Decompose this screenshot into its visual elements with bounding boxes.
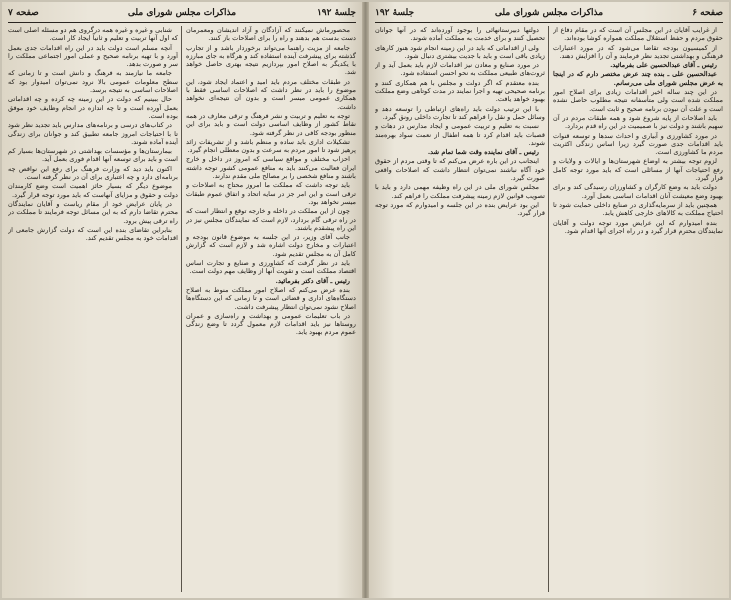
paragraph: بنده عرض می‌کنم که اصلاح امور مملکت منوط به اصلاح دستگاه‌های اداری و قضائی است و تا زمانی که این دستگاه‌ها اصلاح نشود نمی‌توان انتظار پیشرفت داشت.	[186, 285, 356, 311]
paragraph: توجه به تعلیم و تربیت و نشر فرهنگ و ترقی معارف در همه نقاط کشور از وظایف اساسی دولت است و باید برای این منظور بودجه کافی در نظر گرفته شود.	[186, 111, 356, 137]
paragraph: در کتاب‌های درسی و برنامه‌های مدارس باید تجدید نظر شود تا با احتیاجات امروز جامعه تطبیق کند و جوانان برای زندگی آینده آماده شوند.	[8, 121, 178, 146]
paragraph: بنده معتقدم که اگر دولت و مجلس با هم همکاری کنند و برنامه صحیحی تهیه و اجرا نمایند در مدت کوتاهی وضع مملکت بهبود خواهد یافت.	[375, 78, 545, 104]
paragraph: جانب آقای وزیر، در این جلسه به موضوع قانون بودجه و اعتبارات و مخارج دولت اشاره شد و لازم است که گزارش کامل آن به مجلس تقدیم شود.	[186, 233, 356, 258]
paragraph: رئیس ـ آقای عبدالحسین علی بفرمائید.	[610, 61, 717, 70]
paragraph: دولتها دبیرستانهائی را بوجود آورده‌اند که در آنها جوانان تحصیل کنند و برای خدمت به مملکت آماده شوند.	[375, 26, 545, 43]
paragraph: جامعه از مزیت راهنما می‌تواند برخوردار باشد و از تجارب گذشته برای پیشرفت آینده استفاده کند و هرگاه به جای مبارزه با یکدیگر به اصلاح امور بپردازیم نتیجه بهتری حاصل خواهد شد.	[186, 43, 356, 77]
page-header-left	[8, 6, 356, 23]
paragraph: از کمیسیون بودجه تقاضا می‌شود که در مورد اعتبارات فرهنگی و بهداشتی تجدید نظر فرمایند و آن را افزایش دهند.	[553, 43, 723, 60]
paragraph: جامعه ما نیازمند به فرهنگ و دانش است و تا زمانی که سطح معلومات عمومی بالا نرود نمی‌توان امیدوار بود که اصلاحات اساسی به نتیجه برسد.	[8, 69, 178, 95]
paragraph: لزوم توجه بیشتر به اوضاع شهرستان‌ها و ایالات و ولایات و رفع احتیاجات آنها از مسائلی است که باید مورد توجه کامل قرار گیرد.	[553, 157, 723, 183]
paragraph: در طبقات مختلف مردم باید امید و اعتماد ایجاد شود، این موضوع را باید در نظر داشت که اصلاحات اساسی فقط با همکاری عمومی میسر است و بدون آن نتیجه‌ای نخواهد داشت.	[186, 77, 356, 111]
paragraph: دولت باید به وضع کارگران و کشاورزان رسیدگی کند و برای بهبود وضع معیشت آنان اقدامات اساسی بعمل آورد.	[553, 183, 723, 200]
column-divider	[181, 26, 182, 592]
paragraph: باید در نظر گرفت که کشاورزی و صنایع و تجارت اساس اقتصاد مملکت است و تقویت آنها از وظایف مهم دولت است.	[186, 259, 356, 276]
session-label: جلسهٔ ۱۹۲	[316, 8, 356, 18]
paragraph: آنچه مسلم است دولت باید در این راه اقدامات جدی بعمل آورد و با تهیه برنامه صحیح و عملی امور اجتماعی مملکت را سر و صورت بدهد.	[8, 43, 178, 69]
page-header-right	[375, 6, 723, 23]
paragraph: این بود عرایض بنده در این جلسه و امیدوارم که مورد توجه قرار گیرد.	[375, 200, 545, 218]
paragraph: اینجانب در این باره عرض می‌کنم که تا وقتی مردم از حقوق خود آگاه نباشند نمی‌توان انتظار داشت که اصلاحات واقعی صورت گیرد.	[375, 157, 545, 183]
paragraph: اکنون باید دید که وزارت فرهنگ برای رفع این نواقص چه برنامه‌ای دارد و چه اعتباری برای آن در نظر گرفته است.	[8, 164, 178, 182]
page-title: مذاکرات مجلس شورای ملی	[494, 8, 604, 18]
page-number: صفحه ۶	[692, 8, 723, 18]
paragraph: حال ببینیم که دولت در این زمینه چه کرده و چه اقداماتی بعمل آورده است و تا چه اندازه در انجام وظایف خود موفق بوده است.	[8, 95, 178, 120]
text-column-right	[186, 26, 356, 594]
newspaper-spread	[2, 2, 729, 598]
paragraph: در پایان عرایض خود از مقام ریاست و آقایان نمایندگان محترم تقاضا دارم که به این مسائل توجه فرمایند تا مملکت در راه ترقی پیش برود.	[8, 199, 178, 225]
page-right	[369, 2, 729, 598]
paragraph: نسبت به تعلیم و تربیت عمومی و ایجاد مدارس در دهات و قصبات باید اقدام کرد تا همه اطفال از نعمت سواد بهره‌مند شوند.	[375, 122, 545, 147]
paragraph: باید اصلاحات از پایه شروع شود و همه طبقات مردم در آن سهیم باشند و دولت نیز با صمیمیت در این راه قدم بردارد.	[553, 113, 723, 131]
paragraph: احزاب مختلف و مواقع سیاسی که امروز در داخل و خارج ایران فعالیت می‌کنند باید به منافع عمومی کشور توجه داشته باشند و منافع شخصی را بر مصالح ملی مقدم ندارند.	[186, 155, 356, 181]
paragraph: شنابی و غیره و غیره همه درگروی هم دو مسئله اصلی است که اول آنها تربیت و تعلیم و ثانیاً ایجاد کار است.	[8, 26, 178, 43]
paragraph: چون از این مملکت در داخله و خارجه توقع و انتظار است که در راه ترقی گام بردارد، لازم است که نمایندگان مجلس نیز در این راه پیشقدم باشند.	[186, 207, 356, 232]
paragraph: با این ترتیب دولت باید راه‌های ارتباطی را توسعه دهد و وسائل حمل و نقل را فراهم کند تا تجارت داخلی رونق گیرد.	[375, 104, 545, 121]
column-divider	[548, 26, 549, 592]
text-column-left	[8, 26, 178, 594]
paragraph: باید توجه داشت که مملکت ما امروز محتاج به اصلاحات و ترقی است و این امر جز در سایه اتحاد و اتفاق عموم طبقات میسر نخواهد بود.	[186, 181, 356, 206]
paragraph: بیمارستان‌ها و مؤسسات بهداشتی در شهرستان‌ها بسیار کم است و باید برای توسعه آنها اقدام فوری بعمل آید.	[8, 147, 178, 164]
paragraph: بنده امیدوارم که این عرایض مورد توجه دولت و آقایان نمایندگان محترم قرار گیرد و در راه اجرای آنها اقدام شود.	[553, 218, 723, 235]
paragraph: موضوع دیگر که بسیار حائز اهمیت است وضع کارمندان دولت و حقوق و مزایای آنهاست که باید مورد توجه قرار گیرد.	[8, 182, 178, 199]
book-gutter	[362, 2, 369, 598]
paragraph: در مورد صنایع و معادن نیز اقدامات لازم باید بعمل آید و از ثروت‌های طبیعی مملکت به نحو احسن استفاده شود.	[375, 61, 545, 78]
paragraph: مجلس شورای ملی در این راه وظیفه مهمی دارد و باید با تصویب قوانین لازم زمینه پیشرفت مملکت را فراهم کند.	[375, 183, 545, 200]
paragraph: در باب تعلیمات عمومی و بهداشت و راه‌سازی و عمران روستاها نیز باید اقدامات لازم معمول گردد تا وضع زندگی عموم مردم بهبود یابد.	[186, 311, 356, 337]
paragraph: در این چند ساله اخیر اقدامات زیادی برای اصلاح امور مملکت شده است ولی متأسفانه نتیجه مطلوب حاصل نشده است و علت آن نبودن برنامه صحیح و ثابت است.	[553, 88, 723, 113]
page-left	[2, 2, 362, 598]
paragraph: عبدالحسین علی ـ بنده چند عرض مختصر دارم که در اینجا به عرض مجلس شورای ملی می‌رسانم.	[553, 70, 723, 87]
paragraph: همچنین باید از سرمایه‌گذاری در صنایع داخلی حمایت شود تا احتیاج مملکت به کالاهای خارجی کاهش یابد.	[553, 200, 723, 218]
paragraph: ولی از اقداماتی که باید در این زمینه انجام شود هنوز کارهای زیادی باقی است و باید با جدیت بیشتری دنبال شود.	[375, 43, 545, 60]
page-title: مذاکرات مجلس شورای ملی	[127, 8, 237, 18]
session-label: جلسهٔ ۱۹۲	[375, 8, 415, 18]
text-column-left	[375, 26, 545, 594]
paragraph: رئیس ـ آقای نماینده وقت شما تمام شد.	[427, 148, 539, 157]
paragraph: در مورد کشاورزی و آبیاری و احداث سدها و توسعه قنوات باید اقدامات جدی صورت گیرد زیرا اساس زندگی اکثریت مردم ما کشاورزی است.	[553, 131, 723, 157]
text-column-right	[553, 26, 723, 594]
page-number: صفحه ۷	[8, 8, 39, 18]
paragraph: بنابراین تقاضای بنده این است که دولت گزارش جامعی از اقدامات خود به مجلس تقدیم کند.	[8, 225, 178, 243]
paragraph: تشکیلات اداری باید ساده و منظم باشد و از تشریفات زائد پرهیز شود تا امور مردم به سرعت و بدون معطلی انجام گیرد.	[186, 137, 356, 155]
paragraph: از غرایب آقایان در این مجلس آن است که در مقام دفاع از حقوق مردم و حفظ استقلال مملکت همواره کوشا بوده‌اند.	[553, 26, 723, 43]
paragraph: رئیس ـ آقای دکتر بفرمائید.	[275, 276, 350, 285]
paragraph: محصورماش نمیکنند که آزادگان و آزاد اندیشان ومعمرمان دست بدست هم بدهند و راه را برای اصلاحات باز کنند.	[186, 26, 356, 43]
